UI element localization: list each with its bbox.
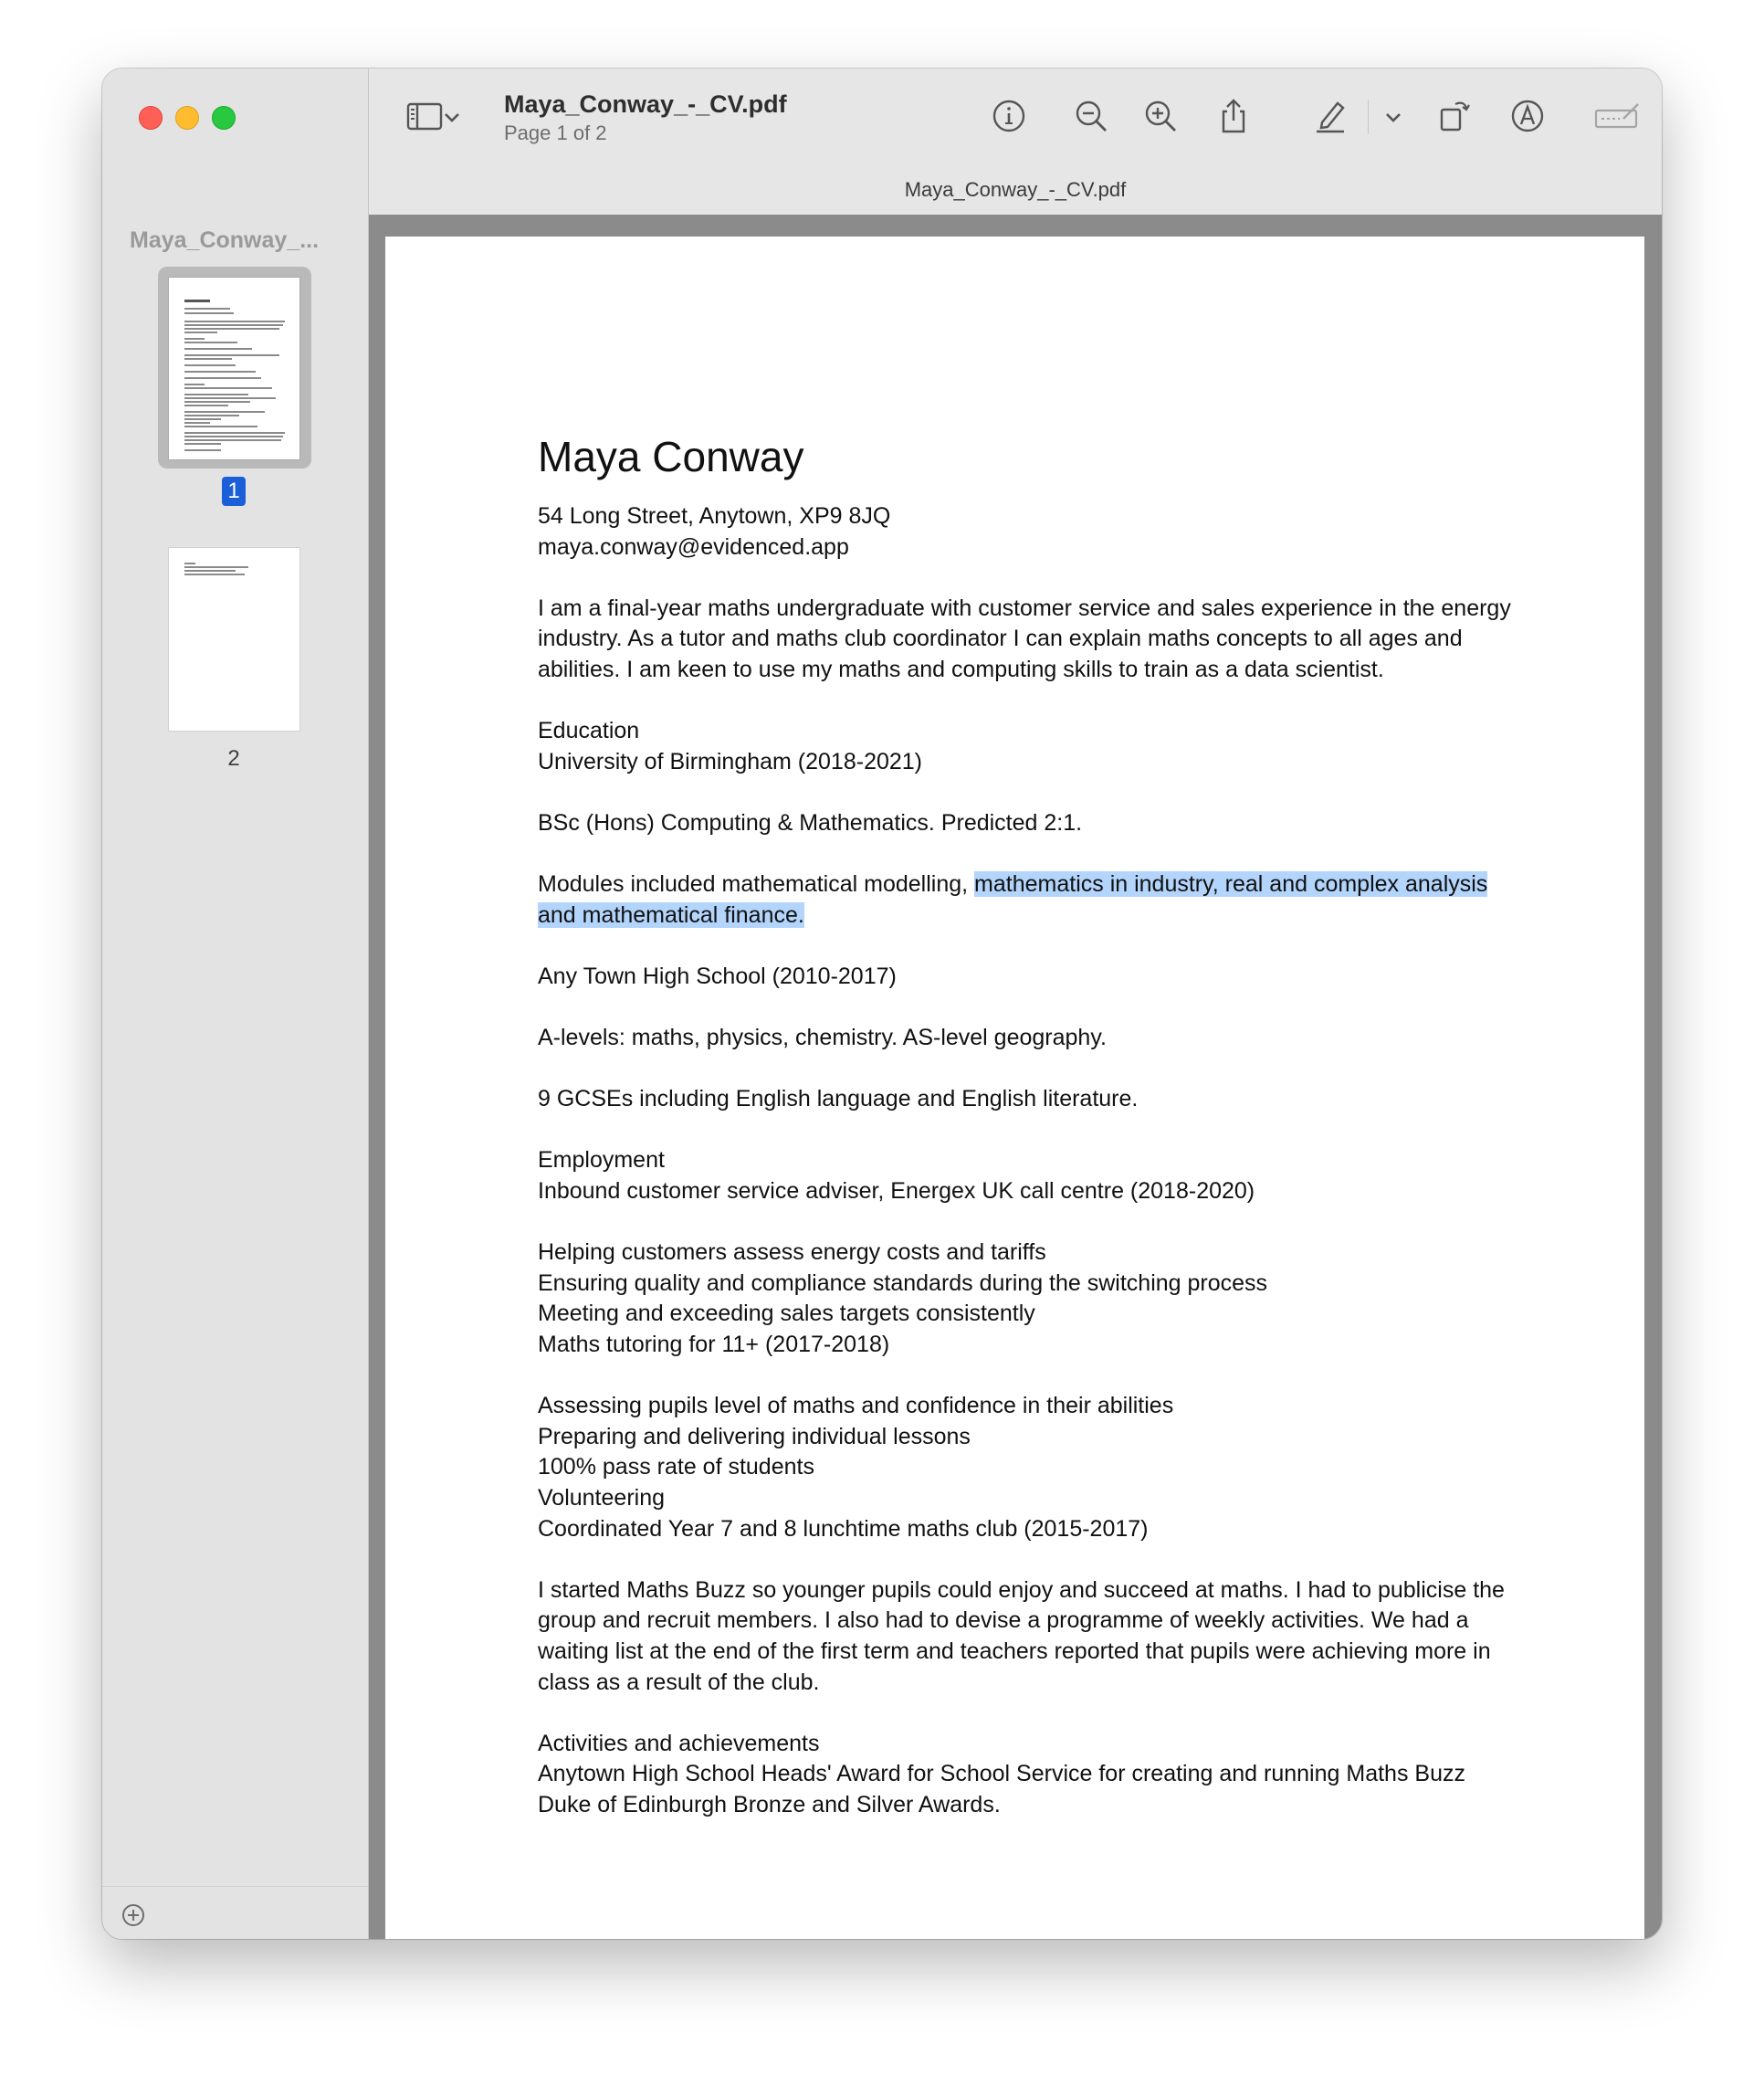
cv-summary: I am a final-year maths undergraduate with customer service and sales experience in the energy industry. As a tutor and maths club coordinator I can explain maths concepts to all ages and abilities. I am keen to use my maths and computing skills to train as a data scientist. [538, 595, 1511, 682]
close-window-button[interactable] [139, 106, 163, 130]
volunteering-description: I started Maths Buzz so younger pupils could enjoy and succeed at maths. I had to publicise the group and recruit members. I also had to devise a programme of weekly activities. We had a waiting list at the end of the first term and teachers reported that pupils were achieving more in class as a result of the club. [538, 1576, 1505, 1695]
document-title: Maya_Conway_-_CV.pdf [504, 90, 787, 118]
university: University of Birmingham (2018-2021) [538, 748, 923, 774]
preview-window [102, 68, 1662, 1939]
zoom-in-icon[interactable] [1139, 95, 1181, 137]
achievement-item: Anytown High School Heads' Award for School Service for creating and running Maths Buzz [538, 1761, 1465, 1787]
info-icon[interactable] [988, 95, 1030, 137]
job-1-title: Inbound customer service adviser, Energex UK call centre (2018-2020) [538, 1178, 1255, 1205]
gcses: 9 GCSEs including English language and English literature. [538, 1086, 1139, 1112]
cv-name: Maya Conway [538, 433, 804, 480]
job-1-point: Helping customers assess energy costs and tariffs [538, 1239, 1046, 1266]
sidebar-document-title: Maya_Conway_... [130, 227, 320, 253]
page-number-label-2: 2 [227, 746, 240, 771]
minimize-window-button[interactable] [175, 106, 199, 130]
alevels: A-levels: maths, physics, chemistry. AS-level geography. [538, 1025, 1107, 1051]
selected-text-highlight[interactable]: mathematics in industry, real and complex analysis and mathematical finance. [538, 871, 1488, 928]
zoom-out-icon[interactable] [1070, 95, 1112, 137]
zoom-window-button[interactable] [212, 106, 236, 130]
highlight-options-chevron-icon[interactable] [1382, 95, 1404, 137]
markup-icon[interactable] [1507, 95, 1549, 137]
education-heading: Education [538, 718, 640, 744]
degree: BSc (Hons) Computing & Mathematics. Predicted 2:1. [538, 809, 1083, 836]
add-page-icon[interactable] [121, 1902, 146, 1928]
modules [538, 869, 1524, 931]
page-number-badge-1: 1 [222, 477, 246, 506]
window-tab-title: Maya_Conway_-_CV.pdf [904, 178, 1127, 201]
school: Any Town High School (2010-2017) [538, 963, 897, 989]
toolbar [369, 68, 1662, 215]
cv-text [538, 432, 1524, 1821]
job-2-point: Preparing and delivering individual lessons [538, 1423, 971, 1449]
volunteering-heading: Volunteering [538, 1485, 666, 1511]
job-2-point: Assessing pupils level of maths and confidence in their abilities [538, 1393, 1174, 1419]
page-status: Page 1 of 2 [504, 121, 607, 144]
sidebar-bottom-divider [102, 1886, 368, 1887]
page-thumbnail-2[interactable] [169, 548, 299, 731]
modules-text: Modules included mathematical modelling, [538, 871, 975, 898]
toolbar-divider [1368, 100, 1369, 134]
achievement-item: Duke of Edinburgh Bronze and Silver Awards. [538, 1791, 1001, 1817]
job-1-point: Meeting and exceeding sales targets consistently [538, 1301, 1035, 1327]
page-thumbnail-1[interactable] [169, 278, 299, 459]
thumbnail-sidebar [102, 68, 369, 1939]
sidebar-toggle-icon[interactable] [404, 95, 446, 137]
employment-heading: Employment [538, 1147, 665, 1174]
cv-email: maya.conway@evidenced.app [538, 533, 849, 560]
job-2-point: 100% pass rate of students [538, 1454, 814, 1480]
document-viewer[interactable] [369, 215, 1662, 1939]
volunteering-role: Coordinated Year 7 and 8 lunchtime maths club (2015-2017) [538, 1515, 1149, 1542]
form-fill-icon[interactable] [1592, 95, 1642, 137]
chevron-down-icon[interactable] [441, 95, 463, 137]
share-icon[interactable] [1213, 95, 1255, 137]
job-2-title: Maths tutoring for 11+ (2017-2018) [538, 1332, 890, 1358]
job-1-point: Ensuring quality and compliance standards during the switching process [538, 1269, 1268, 1296]
pdf-page-1[interactable] [385, 237, 1644, 1939]
highlight-pen-icon[interactable] [1309, 95, 1351, 137]
cv-address: 54 Long Street, Anytown, XP9 8JQ [538, 503, 891, 529]
rotate-icon[interactable] [1433, 95, 1475, 137]
activities-heading: Activities and achievements [538, 1730, 820, 1756]
